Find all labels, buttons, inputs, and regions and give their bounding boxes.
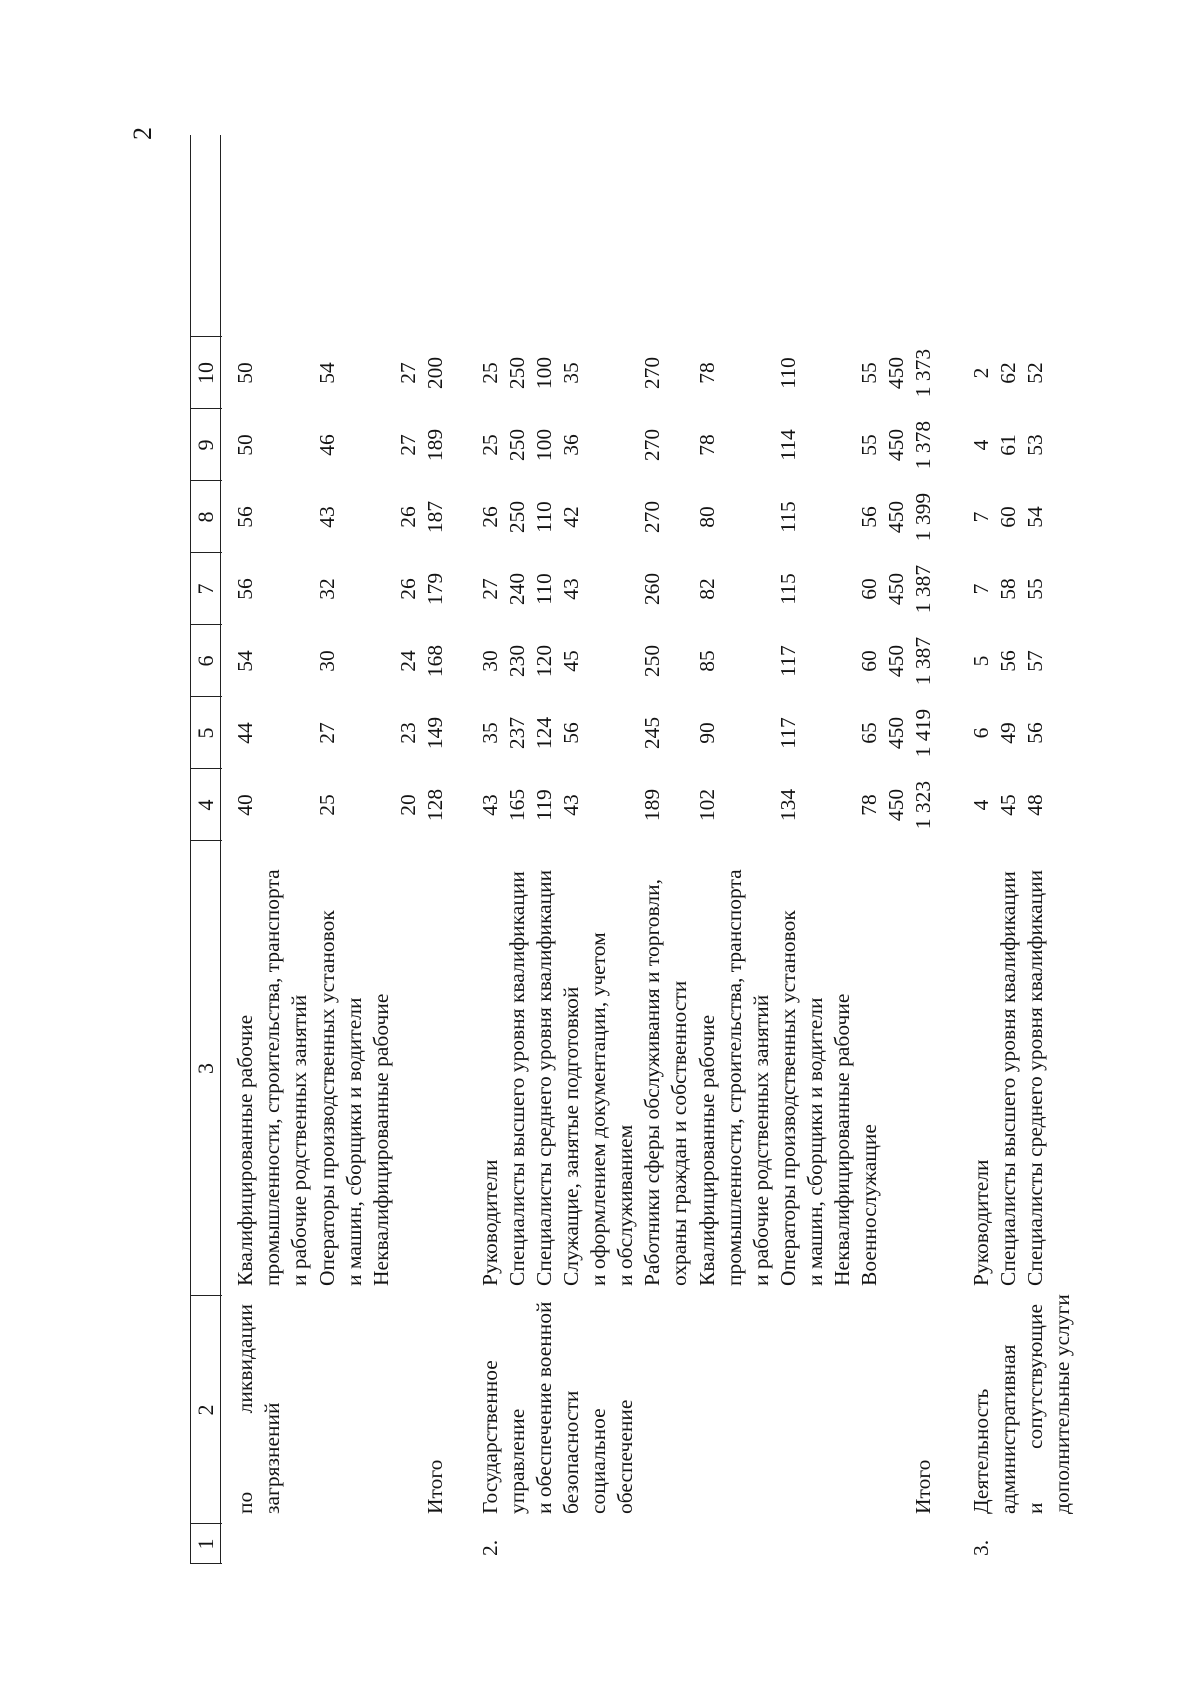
header-cell: 9 (193, 439, 218, 451)
value-cell: 58 (996, 578, 1020, 600)
value-cell: 40 (233, 794, 257, 816)
value-cell: 56 (233, 578, 257, 600)
total-value: 179 (423, 572, 447, 606)
value-cell: 56 (996, 650, 1020, 672)
header-cell: 2 (193, 1404, 218, 1416)
value-cell: 56 (233, 506, 257, 528)
occupation-cell: и рабочие родственных занятий (749, 994, 773, 1286)
occupation-cell: охраны граждан и собственности (667, 980, 691, 1286)
value-cell: 55 (1023, 578, 1047, 600)
value-cell: 45 (559, 650, 583, 672)
value-cell: 60 (996, 506, 1020, 528)
occupation-cell: Специалисты высшего уровня квалификации (996, 871, 1020, 1286)
value-cell: 49 (996, 722, 1020, 744)
value-cell: 450 (884, 572, 908, 606)
value-cell: 120 (532, 644, 556, 678)
total-value: 168 (423, 644, 447, 678)
value-cell: 27 (478, 578, 502, 600)
value-cell: 250 (640, 644, 664, 678)
occupation-cell: Квалифицированные рабочие (233, 1014, 257, 1286)
value-cell: 124 (532, 716, 556, 750)
occupation-cell: Неквалифицированные рабочие (830, 993, 854, 1286)
activity-cell: и обеспечение военной (532, 1301, 556, 1514)
activity-cell: социальное (586, 1408, 610, 1514)
activity-cell: управление (505, 1408, 529, 1514)
occupation-cell: Специалисты высшего уровня квалификации (505, 871, 529, 1286)
occupation-cell: Руководители (969, 1159, 993, 1286)
table-top-rule (190, 135, 191, 1564)
section-number: 2. (478, 1539, 502, 1556)
value-cell: 48 (1023, 794, 1047, 816)
value-cell: 450 (884, 788, 908, 822)
value-cell: 57 (1023, 650, 1047, 672)
value-cell: 42 (559, 506, 583, 528)
value-cell: 23 (396, 722, 420, 744)
rotated-table-page (0, 135, 1074, 1695)
value-cell: 54 (233, 650, 257, 672)
value-cell: 56 (559, 722, 583, 744)
occupation-cell: Специалисты среднего уровня квалификации (532, 869, 556, 1286)
value-cell: 270 (640, 500, 664, 534)
value-cell: 80 (695, 506, 719, 528)
value-cell: 43 (315, 506, 339, 528)
total-label: Итого (911, 1459, 935, 1514)
value-cell: 43 (559, 578, 583, 600)
occupation-cell: промышленности, строительства, транспорта (722, 869, 746, 1286)
value-cell: 115 (776, 573, 800, 605)
activity-cell: Государственное (478, 1360, 502, 1514)
value-cell: 7 (969, 511, 993, 523)
value-cell: 26 (396, 506, 420, 528)
value-cell: 50 (233, 362, 257, 384)
value-cell: 6 (969, 727, 993, 739)
header-cell: 10 (193, 362, 218, 384)
total-value: 189 (423, 428, 447, 462)
value-cell: 5 (969, 655, 993, 667)
activity-cell: загрязнений (260, 1402, 284, 1514)
occupation-cell: Служащие, занятые подготовкой (559, 986, 583, 1286)
activity-cell: безопасности (559, 1390, 583, 1514)
value-cell: 134 (776, 788, 800, 822)
value-cell: 117 (776, 717, 800, 749)
value-cell: 237 (505, 716, 529, 750)
value-cell: 189 (640, 788, 664, 822)
value-cell: 30 (315, 650, 339, 672)
occupation-cell: и машин, сборщики и водители (342, 997, 366, 1286)
value-cell: 4 (969, 439, 993, 451)
value-cell: 54 (1023, 506, 1047, 528)
occupation-cell: Неквалифицированные рабочие (369, 993, 393, 1286)
total-value: 187 (423, 500, 447, 534)
occupation-cell: и рабочие родственных занятий (287, 994, 311, 1286)
value-cell: 114 (776, 429, 800, 461)
value-cell: 36 (559, 434, 583, 456)
value-cell: 450 (884, 644, 908, 678)
value-cell: 270 (640, 356, 664, 390)
header-cell: 1 (193, 1538, 218, 1550)
value-cell: 26 (396, 578, 420, 600)
value-cell: 110 (776, 357, 800, 389)
value-cell: 60 (857, 650, 881, 672)
value-cell: 54 (315, 362, 339, 384)
value-cell: 45 (996, 794, 1020, 816)
occupation-cell: Операторы производственных установок (315, 910, 339, 1286)
data-table (190, 144, 1074, 1564)
header-cell: 4 (193, 799, 218, 811)
value-cell: 250 (505, 356, 529, 390)
occupation-cell: Операторы производственных установок (776, 910, 800, 1286)
value-cell: 35 (478, 722, 502, 744)
value-cell: 250 (505, 428, 529, 462)
header-cell: 7 (193, 583, 218, 595)
value-cell: 230 (505, 644, 529, 678)
value-cell: 25 (478, 434, 502, 456)
value-cell: 24 (396, 650, 420, 672)
value-cell: 90 (695, 722, 719, 744)
total-value: 1 419 (911, 708, 935, 758)
header-bottom-rule (220, 135, 221, 1564)
value-cell: 117 (776, 645, 800, 677)
section-number: 3. (969, 1539, 993, 1556)
total-value: 200 (423, 356, 447, 390)
value-cell: 27 (315, 722, 339, 744)
occupation-cell: и оформлением документации, учетом (586, 932, 610, 1286)
occupation-cell: Руководители (478, 1159, 502, 1286)
value-cell: 25 (478, 362, 502, 384)
activity-cell: по ликвидации (233, 1304, 257, 1514)
value-cell: 53 (1023, 434, 1047, 456)
total-value: 128 (423, 788, 447, 822)
total-value: 1 378 (911, 420, 935, 470)
value-cell: 7 (969, 583, 993, 595)
value-cell: 240 (505, 572, 529, 606)
value-cell: 44 (233, 722, 257, 744)
value-cell: 25 (315, 794, 339, 816)
total-value: 1 323 (911, 780, 935, 830)
value-cell: 100 (532, 356, 556, 390)
value-cell: 78 (695, 434, 719, 456)
value-cell: 46 (315, 434, 339, 456)
page-number: 2 (128, 127, 157, 140)
activity-cell: обеспечение (613, 1399, 637, 1514)
value-cell: 32 (315, 578, 339, 600)
value-cell: 4 (969, 799, 993, 811)
total-value: 1 373 (911, 348, 935, 398)
value-cell: 56 (857, 506, 881, 528)
value-cell: 165 (505, 788, 529, 822)
value-cell: 270 (640, 428, 664, 462)
value-cell: 43 (478, 794, 502, 816)
value-cell: 78 (695, 362, 719, 384)
value-cell: 62 (996, 362, 1020, 384)
value-cell: 110 (532, 501, 556, 533)
value-cell: 20 (396, 794, 420, 816)
occupation-cell: промышленности, строительства, транспорта (260, 869, 284, 1286)
value-cell: 2 (969, 367, 993, 379)
value-cell: 27 (396, 434, 420, 456)
value-cell: 110 (532, 573, 556, 605)
value-cell: 450 (884, 716, 908, 750)
total-value: 1 387 (911, 636, 935, 686)
value-cell: 102 (695, 788, 719, 822)
total-value: 149 (423, 716, 447, 750)
value-cell: 450 (884, 356, 908, 390)
value-cell: 65 (857, 722, 881, 744)
value-cell: 450 (884, 428, 908, 462)
value-cell: 35 (559, 362, 583, 384)
header-cell: 6 (193, 655, 218, 667)
value-cell: 43 (559, 794, 583, 816)
total-value: 1 387 (911, 564, 935, 614)
value-cell: 450 (884, 500, 908, 534)
value-cell: 119 (532, 789, 556, 821)
value-cell: 245 (640, 716, 664, 750)
activity-cell: Деятельность (969, 1388, 993, 1514)
value-cell: 82 (695, 578, 719, 600)
total-label: Итого (423, 1459, 447, 1514)
header-cell: 3 (193, 1063, 218, 1074)
occupation-cell: и машин, сборщики и водители (803, 997, 827, 1286)
header-cell: 8 (193, 511, 218, 523)
value-cell: 55 (857, 434, 881, 456)
value-cell: 52 (1023, 362, 1047, 384)
activity-cell: административная (996, 1344, 1020, 1514)
value-cell: 55 (857, 362, 881, 384)
value-cell: 115 (776, 501, 800, 533)
value-cell: 56 (1023, 722, 1047, 744)
occupation-cell: Специалисты среднего уровня квалификации (1023, 869, 1047, 1286)
value-cell: 250 (505, 500, 529, 534)
value-cell: 85 (695, 650, 719, 672)
occupation-cell: и обслуживанием (613, 1124, 637, 1286)
value-cell: 260 (640, 572, 664, 606)
activity-cell: и сопутствующие (1023, 1304, 1047, 1514)
occupation-cell: Военнослужащие (857, 1124, 881, 1286)
value-cell: 60 (857, 578, 881, 600)
occupation-cell: Квалифицированные рабочие (695, 1014, 719, 1286)
value-cell: 78 (857, 794, 881, 816)
activity-cell: дополнительные услуги (1050, 1294, 1074, 1514)
value-cell: 61 (996, 434, 1020, 456)
occupation-cell: Работники сферы обслуживания и торговли, (640, 879, 664, 1286)
total-value: 1 399 (911, 492, 935, 542)
value-cell: 30 (478, 650, 502, 672)
value-cell: 100 (532, 428, 556, 462)
header-cell: 5 (193, 727, 218, 739)
value-cell: 50 (233, 434, 257, 456)
value-cell: 26 (478, 506, 502, 528)
value-cell: 27 (396, 362, 420, 384)
